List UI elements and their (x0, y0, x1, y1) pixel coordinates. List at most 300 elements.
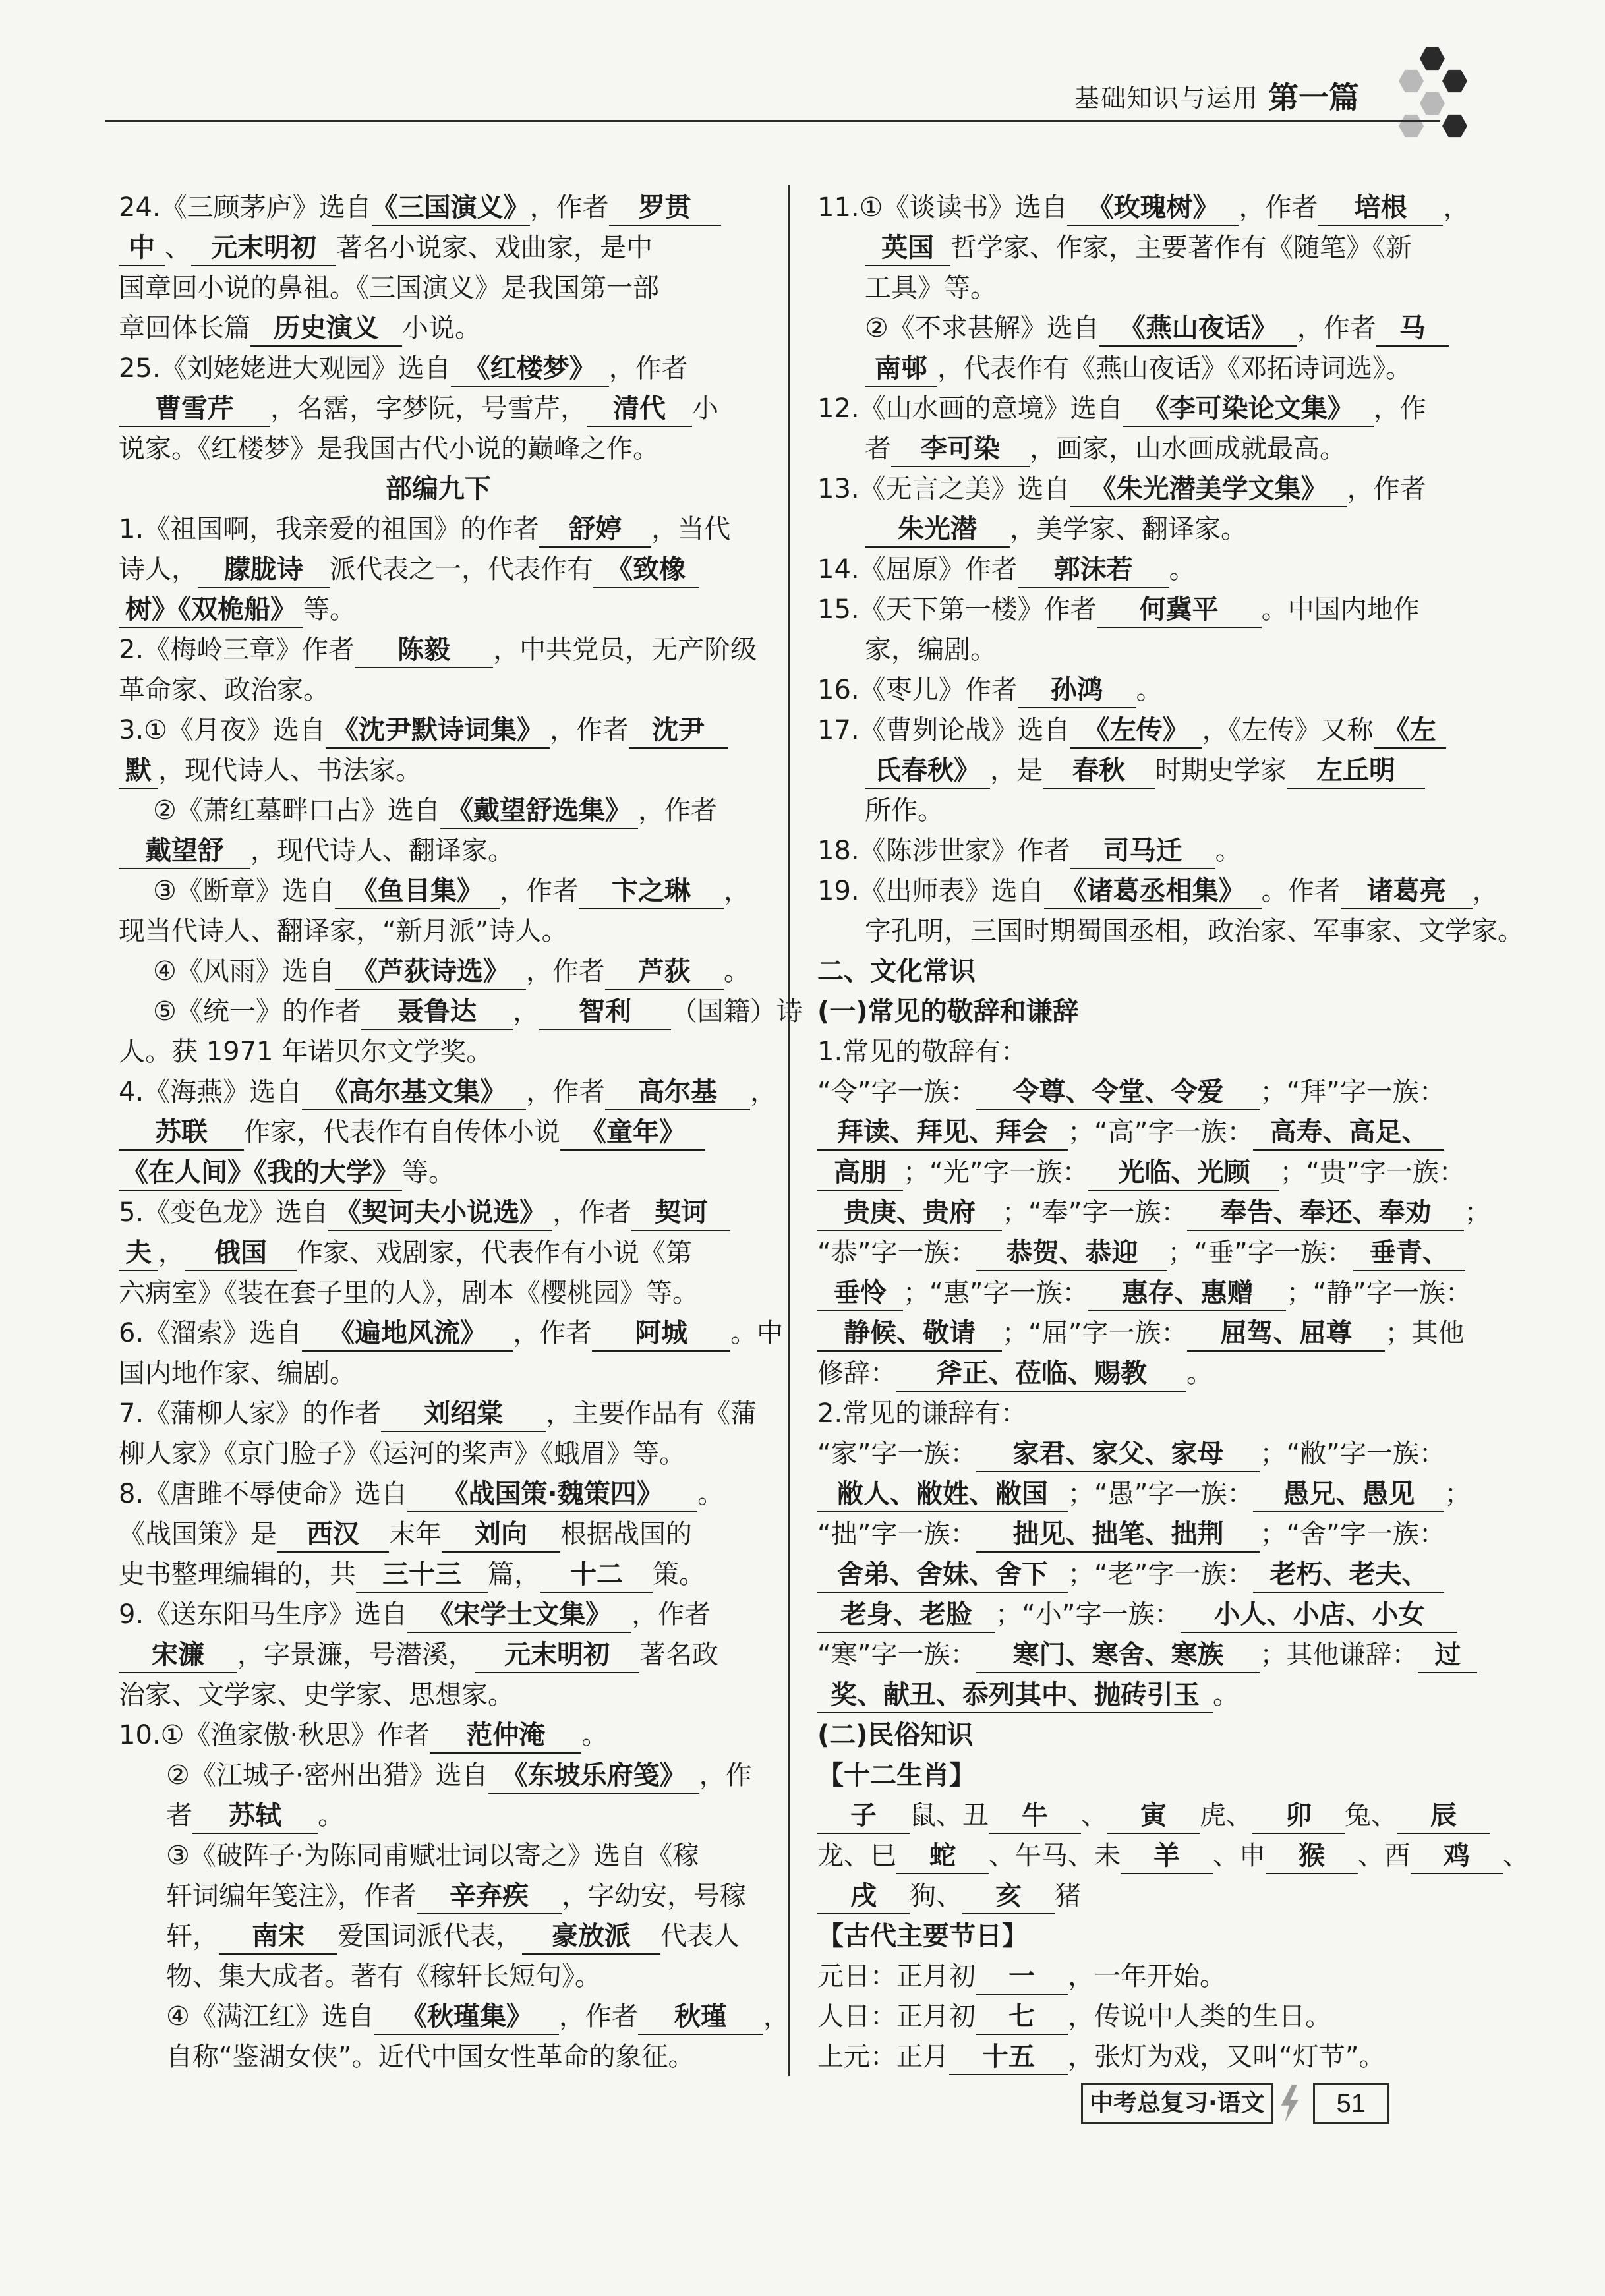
answer-blank: 《契诃夫小说选》 (328, 1195, 552, 1231)
answer-blank: 家君、家父、家母 (976, 1437, 1260, 1472)
answer-blank: 《燕山夜话》 (1099, 311, 1297, 347)
text-segment: 。中国内地作 (1261, 594, 1420, 625)
text-line (817, 1997, 1476, 2037)
text-segment: ， (723, 876, 750, 906)
answer-blank: 卯 (1252, 1798, 1345, 1834)
text-segment: 元日：正月初 (817, 1961, 976, 1992)
answer-blank: 小人、小店、小女 (1181, 1597, 1457, 1633)
text-line (817, 992, 1476, 1032)
text-segment: “恭”字一族： (817, 1238, 977, 1268)
answer-blank: 培根 (1318, 190, 1443, 226)
text-line (119, 550, 758, 590)
text-line (119, 1273, 758, 1313)
answer-blank: 戌 (817, 1879, 910, 1914)
answer-blank: 十五 (949, 2040, 1068, 2075)
answer-blank: 高朋 (817, 1155, 903, 1191)
text-segment: ，名霑，字梦阮，号雪芹， (270, 393, 587, 424)
answer-blank: 罗贯 (609, 190, 721, 226)
text-segment: ；“垂”字一族： (1167, 1238, 1353, 1268)
text-line (817, 188, 1476, 228)
text-segment: 时期史学家 (1155, 755, 1287, 786)
text-segment: 小 (692, 393, 718, 424)
column-divider (788, 185, 790, 2076)
text-segment: 、午马、未 (989, 1841, 1121, 1871)
text-segment: 著名政 (639, 1640, 718, 1670)
text-segment: 诗人， (119, 554, 198, 585)
text-line (817, 469, 1476, 509)
text-line (817, 509, 1476, 550)
text-segment: ；“奉”字一族： (1002, 1197, 1188, 1228)
text-line (817, 1555, 1476, 1595)
answer-blank: 契诃 (631, 1195, 730, 1231)
text-segment: 作家、戏剧家，代表作有小说《第 (297, 1238, 692, 1268)
text-line (119, 509, 758, 550)
text-line (817, 1032, 1476, 1072)
text-segment: 著名小说家、戏曲家，是中 (336, 233, 653, 263)
text-segment: ⑤《统一》的作者 (153, 996, 361, 1027)
text-line (119, 911, 758, 952)
answer-blank: 《芦荻诗选》 (335, 954, 526, 990)
text-segment: 人。获 1971 年诺贝尔文学奖。 (119, 1037, 493, 1067)
text-segment: 爱国词派代表， (337, 1921, 522, 1951)
answer-blank: 春秋 (1043, 753, 1155, 789)
text-segment: 5.《变色龙》选自 (119, 1197, 329, 1228)
text-segment: ，作者 (637, 795, 717, 826)
answer-blank: 垂怜 (817, 1276, 903, 1311)
text-line (817, 1072, 1476, 1112)
text-segment: 者 (865, 434, 891, 464)
text-line (119, 1112, 758, 1153)
text-line (119, 1876, 758, 1916)
text-line (119, 1193, 758, 1233)
text-segment: ， (1472, 876, 1499, 906)
text-segment: ，画家，山水画成就最高。 (1030, 434, 1346, 464)
text-line (119, 1997, 790, 2037)
text-line (119, 1756, 758, 1796)
answer-blank: 光临、光顾 (1088, 1155, 1279, 1191)
answer-blank: 《童年》 (560, 1115, 705, 1151)
text-segment: 8.《唐雎不辱使命》选自 (119, 1479, 408, 1509)
header-subtitle: 基础知识与运用 (1074, 83, 1260, 113)
answer-blank: 《玫瑰树》 (1067, 190, 1239, 226)
text-segment: ，作者 (525, 956, 605, 987)
answer-blank: 南邨 (865, 351, 937, 387)
text-segment: 自称“鉴湖女侠”。近代中国女性革命的象征。 (166, 2042, 695, 2072)
right-column (817, 188, 1529, 2077)
answer-blank: 寒门、寒舍、寒族 (976, 1638, 1260, 1673)
answer-blank: 李可染 (891, 432, 1030, 467)
text-line (119, 469, 758, 509)
answer-blank: 《高尔基文集》 (302, 1075, 526, 1110)
text-line (119, 871, 758, 911)
text-segment: ，作者 (608, 353, 688, 384)
answer-blank: 元末明初 (191, 231, 336, 266)
text-segment: 者 (166, 1800, 192, 1831)
text-line (119, 1153, 758, 1193)
text-segment: 治家、文学家、史学家、思想家。 (119, 1680, 514, 1710)
text-line (817, 228, 1476, 268)
answer-blank: 《诸葛丞相集》 (1044, 874, 1262, 909)
page-number: 51 (1313, 2083, 1389, 2124)
text-line (119, 1434, 758, 1474)
text-segment: 哲学家、作家，主要著作有《随笔》《新 (950, 233, 1412, 263)
text-line (119, 1715, 758, 1756)
text-segment: ；其他谦辞： (1260, 1640, 1418, 1670)
text-line (817, 1474, 1476, 1514)
text-segment: 小说。 (402, 313, 481, 343)
text-segment: 。 (1213, 1680, 1239, 1710)
text-line (119, 188, 758, 228)
text-line (817, 1715, 1476, 1756)
answer-blank: 十二 (540, 1557, 653, 1593)
text-segment: 史书整理编辑的，共 (119, 1559, 356, 1590)
answer-blank: 舍弟、舍妹、舍下 (817, 1557, 1068, 1593)
text-segment: 。 (1215, 836, 1242, 866)
text-line (119, 268, 758, 308)
answer-blank: 舒婷 (539, 512, 651, 548)
text-segment: 修辞： (817, 1358, 896, 1389)
text-line (119, 1072, 777, 1112)
text-segment: 现当代诗人、翻译家，“新月派”诗人。 (119, 916, 568, 946)
text-segment: ，作者 (550, 715, 629, 745)
text-segment: 等。 (303, 594, 356, 625)
answer-blank: 《秋瑾集》 (374, 1999, 559, 2035)
text-segment: 、 (165, 233, 191, 263)
text-segment: ，作者 (552, 1197, 632, 1228)
answer-blank: 恭贺、恭迎 (976, 1236, 1167, 1271)
answer-blank: 氏春秋》 (865, 753, 990, 789)
text-line (119, 992, 803, 1032)
text-segment: 。作者 (1261, 876, 1341, 906)
text-segment: 。 (581, 1720, 608, 1750)
text-segment: ，作 (1373, 393, 1426, 424)
text-line (817, 1193, 1491, 1233)
text-line (119, 1394, 758, 1434)
answer-blank: 左丘明 (1287, 753, 1425, 789)
text-segment: 说家。《红楼梦》是我国古代小说的巅峰之作。 (119, 434, 659, 464)
text-segment: ，中共党员，无产阶级 (493, 635, 757, 665)
answer-blank: 七 (976, 1999, 1068, 2035)
answer-blank: 令尊、令堂、令爱 (976, 1075, 1260, 1110)
answer-blank: 《戴望舒选集》 (440, 793, 638, 829)
text-line (119, 1916, 758, 1957)
answer-blank: 愚兄、愚见 (1253, 1477, 1444, 1512)
answer-blank: 《遍地风流》 (302, 1316, 513, 1352)
header-title: 第一篇 (1268, 80, 1360, 115)
text-segment: 24.《三顾茅庐》选自 (119, 192, 372, 223)
text-line (119, 952, 758, 992)
text-line (817, 308, 1476, 349)
text-segment: 兔、 (1345, 1800, 1397, 1831)
text-segment: 13.《无言之美》选自 (817, 474, 1070, 504)
text-segment: ；“静”字一族： (1286, 1278, 1472, 1308)
lightning-icon (1276, 2085, 1302, 2122)
text-segment: 。 (1186, 1358, 1213, 1389)
text-segment: 作家，代表作有自传体小说 (244, 1117, 560, 1147)
answer-blank: 清代 (587, 391, 692, 427)
text-segment: 龙、巳 (817, 1841, 896, 1871)
text-segment: 1.常见的敬辞有： (817, 1037, 1028, 1067)
answer-blank: 《沈尹默诗词集》 (326, 713, 550, 749)
answer-blank: 《三国演义》 (372, 190, 530, 226)
text-line (817, 1394, 1476, 1434)
answer-blank: 拜读、拜见、拜会 (817, 1115, 1068, 1151)
answer-blank: 何冀平 (1097, 592, 1262, 628)
answer-blank: 默 (119, 753, 158, 789)
text-line (817, 1153, 1476, 1193)
text-line (119, 1595, 758, 1635)
text-segment: 11.①《谈读书》选自 (817, 192, 1068, 223)
answer-blank: 蛇 (896, 1839, 989, 1874)
text-segment: 篇， (488, 1559, 540, 1590)
text-line (817, 871, 1499, 911)
answer-blank: 范仲淹 (430, 1718, 581, 1754)
text-segment: ， (158, 1238, 185, 1268)
text-line (817, 1916, 1476, 1957)
text-segment: ，作者 (499, 876, 579, 906)
answer-blank: 辰 (1397, 1798, 1490, 1834)
answer-blank: 树》《双桅船》 (119, 592, 303, 628)
text-segment: 字孔明，三国时期蜀国丞相，政治家、军事家、文学家。 (865, 916, 1524, 946)
text-segment: 鼠、丑 (910, 1800, 989, 1831)
text-segment: ②《不求甚解》选自 (865, 313, 1099, 343)
answer-blank: 英国 (865, 231, 950, 266)
answer-blank: 拙见、拙笔、拙荆 (976, 1517, 1260, 1553)
text-segment: 。 (1136, 675, 1163, 705)
text-segment: ，作者 (1347, 474, 1426, 504)
text-segment: 物、集大成者。著有《稼轩长短句》。 (166, 1961, 601, 1992)
answer-blank: 鸡 (1411, 1839, 1503, 1874)
text-segment: 虎、 (1200, 1800, 1252, 1831)
answer-blank: 一 (976, 1959, 1068, 1995)
text-line (817, 1112, 1476, 1153)
text-segment: 19.《出师表》选自 (817, 876, 1044, 906)
text-segment: ，作者 (513, 1318, 593, 1348)
text-segment: ；“敝”字一族： (1260, 1439, 1445, 1469)
text-line (817, 429, 1476, 469)
answer-blank: 聂鲁达 (361, 994, 513, 1030)
text-segment: ③《断章》选自 (153, 876, 335, 906)
text-segment: 。 (723, 956, 750, 987)
text-segment: 家，编剧。 (865, 635, 997, 665)
text-segment: 策。 (653, 1559, 705, 1590)
text-line (817, 1514, 1476, 1555)
text-segment: 、酉 (1358, 1841, 1411, 1871)
answer-blank: 朱光潜 (865, 512, 1010, 548)
text-segment: 六病室》《装在套子里的人》，剧本《樱桃园》等。 (119, 1278, 699, 1308)
answer-blank: 高寿、高足、 (1253, 1115, 1444, 1151)
text-segment: ，现代诗人、书法家。 (158, 755, 422, 786)
text-segment: ， (512, 996, 539, 1027)
text-segment: (一)常见的敬辞和谦辞 (817, 996, 1079, 1027)
text-line (119, 1514, 758, 1555)
answer-blank: 苏轼 (192, 1798, 318, 1834)
answer-blank: 夫 (119, 1236, 158, 1271)
text-segment: 二、文化常识 (817, 956, 976, 987)
answer-blank: 马 (1376, 311, 1449, 347)
answer-blank: 静候、敬请 (817, 1316, 1002, 1352)
answer-blank: 《红楼梦》 (451, 351, 609, 387)
text-line (817, 1273, 1476, 1313)
text-segment: ，代表作有《燕山夜话》《邓拓诗词选》。 (937, 353, 1412, 384)
text-segment: ， (750, 1077, 777, 1107)
text-line (817, 389, 1476, 429)
text-line (119, 590, 758, 630)
answer-blank: 奖、献丑、忝列其中、抛砖引玉 (817, 1678, 1213, 1713)
answer-blank: 寅 (1107, 1798, 1200, 1834)
text-segment: ，作者 (631, 1599, 711, 1630)
text-line (817, 911, 1524, 952)
answer-blank: 《左传》 (1070, 713, 1202, 749)
answer-blank: 《致橡 (593, 552, 699, 588)
text-segment: 狗、 (910, 1881, 962, 1911)
text-segment: ；“惠”字一族： (903, 1278, 1089, 1308)
text-segment: 革命家、政治家。 (119, 675, 330, 705)
text-segment: ④《风雨》选自 (153, 956, 335, 987)
text-segment: 工具》等。 (865, 273, 997, 303)
text-segment: 12.《山水画的意境》选自 (817, 393, 1123, 424)
text-segment: ；“光”字一族： (903, 1157, 1089, 1188)
text-line (119, 308, 758, 349)
text-line (817, 550, 1476, 590)
text-segment: 2.常见的谦辞有： (817, 1398, 1028, 1429)
answer-blank: 朦胧诗 (198, 552, 330, 588)
text-segment: 3.①《月夜》选自 (119, 715, 326, 745)
text-segment: 所作。 (865, 795, 944, 826)
answer-blank: 《战国策·魏策四》 (407, 1477, 697, 1512)
text-segment: 国内地作家、编剧。 (119, 1358, 356, 1389)
text-segment: 人日：正月初 (817, 2001, 976, 2032)
text-line (119, 429, 758, 469)
text-line (817, 751, 1476, 791)
text-segment: ，作 (699, 1760, 752, 1791)
text-segment: ， (1443, 192, 1470, 223)
answer-blank: 三十三 (356, 1557, 488, 1593)
text-line (119, 710, 758, 751)
text-line (119, 389, 758, 429)
text-segment: ；“小”字一族： (995, 1599, 1181, 1630)
answer-blank: 敝人、敝姓、敝国 (817, 1477, 1068, 1512)
answer-blank: 西汉 (277, 1517, 389, 1553)
text-segment: ，作者 (558, 2001, 638, 2032)
text-segment: ④《满江红》选自 (166, 2001, 374, 2032)
answer-blank: 历史演义 (250, 311, 402, 347)
text-segment: “寒”字一族： (817, 1640, 977, 1670)
text-segment: 轩词编年笺注》，作者 (166, 1881, 417, 1911)
answer-blank: 刘向 (442, 1517, 560, 1553)
text-segment: ，张灯为戏，又叫“灯节”。 (1068, 2042, 1386, 2072)
text-line (119, 791, 758, 831)
answer-blank: 老朽、老夫、 (1253, 1557, 1444, 1593)
answer-blank: 沈尹 (629, 713, 728, 749)
answer-blank: 《东坡乐府笺》 (488, 1758, 699, 1794)
answer-blank: 屈驾、屈尊 (1187, 1316, 1385, 1352)
text-segment: 。中 (730, 1318, 784, 1348)
text-segment: 轩， (166, 1921, 219, 1951)
text-line (119, 630, 758, 670)
text-line (119, 1555, 758, 1595)
text-line (817, 1635, 1476, 1675)
header-rule (105, 120, 1440, 122)
answer-blank: 亥 (962, 1879, 1055, 1914)
answer-blank: 卞之琳 (579, 874, 724, 909)
text-line (817, 831, 1476, 871)
answer-blank: 阿城 (592, 1316, 730, 1352)
text-segment: ，作者 (1239, 192, 1318, 223)
answer-blank: 惠存、惠赠 (1088, 1276, 1286, 1311)
text-segment: ，现代诗人、翻译家。 (250, 836, 514, 866)
answer-blank: 《鱼目集》 (335, 874, 500, 909)
text-segment: 末年 (389, 1519, 442, 1549)
answer-blank: 刘绍棠 (381, 1396, 546, 1432)
text-line (119, 1354, 758, 1394)
text-segment: ，作者 (1297, 313, 1376, 343)
answer-blank: 中 (119, 231, 165, 266)
text-segment: 6.《溜索》选自 (119, 1318, 303, 1348)
running-header (1074, 72, 1359, 119)
text-segment: 、申 (1213, 1841, 1266, 1871)
text-segment: “拙”字一族： (817, 1519, 977, 1549)
text-line (119, 1233, 758, 1273)
text-segment: ；“舍”字一族： (1260, 1519, 1445, 1549)
answer-blank: 老身、老脸 (817, 1597, 995, 1633)
answer-blank: 陈毅 (355, 633, 493, 668)
footer-brand: 中考总复习·语文 (1081, 2083, 1273, 2124)
text-segment: ③《破阵子·为陈同甫赋壮词以寄之》选自《稼 (166, 1841, 699, 1871)
text-segment: ；“贵”字一族： (1279, 1157, 1465, 1188)
answer-blank: 南宋 (219, 1919, 337, 1955)
text-segment: ，字景濂，号潜溪， (237, 1640, 475, 1670)
text-segment: 16.《枣儿》作者 (817, 675, 1018, 705)
answer-blank: 诸葛亮 (1341, 874, 1473, 909)
text-segment: 国章回小说的鼻祖。《三国演义》是我国第一部 (119, 273, 659, 303)
answer-blank: 秋瑾 (638, 1999, 763, 2035)
text-segment: 柳人家》《京门脸子》《运河的桨声》《蛾眉》等。 (119, 1439, 686, 1469)
text-line (817, 1354, 1476, 1394)
answer-blank: 垂青、 (1353, 1236, 1465, 1271)
text-segment: ，作者 (526, 1077, 606, 1107)
text-line (119, 1032, 758, 1072)
text-segment: 派代表之一，代表作有 (330, 554, 593, 585)
text-segment: ；“高”字一族： (1068, 1117, 1254, 1147)
answer-blank: 过 (1418, 1638, 1477, 1673)
text-line (817, 268, 1476, 308)
text-line (817, 1233, 1476, 1273)
text-segment: 2.《梅岭三章》作者 (119, 635, 355, 665)
text-segment: 10.①《渔家傲·秋思》作者 (119, 1720, 430, 1750)
answer-blank: 郭沫若 (1018, 552, 1169, 588)
text-segment: ，字幼安，号稼 (562, 1881, 746, 1911)
text-segment: “家”字一族： (817, 1439, 977, 1469)
answer-blank: 曹雪芹 (119, 391, 270, 427)
text-segment: ，美学家、翻译家。 (1010, 514, 1247, 544)
text-line (119, 1796, 758, 1836)
text-line (817, 630, 1476, 670)
answer-blank: 子 (817, 1798, 910, 1834)
text-line (817, 670, 1476, 710)
answer-blank: 贵庚、贵府 (817, 1195, 1002, 1231)
text-segment: ；其他 (1385, 1318, 1465, 1348)
text-segment: ，一年开始。 (1068, 1961, 1226, 1992)
text-segment: 【古代主要节日】 (817, 1921, 1028, 1951)
text-line (817, 952, 1476, 992)
text-segment: 4.《海燕》选自 (119, 1077, 303, 1107)
hexagon-decoration (1391, 46, 1476, 138)
text-segment: 7.《蒲柳人家》的作者 (119, 1398, 382, 1429)
text-line (817, 1876, 1476, 1916)
text-line (817, 1836, 1529, 1876)
text-line (817, 1675, 1476, 1715)
